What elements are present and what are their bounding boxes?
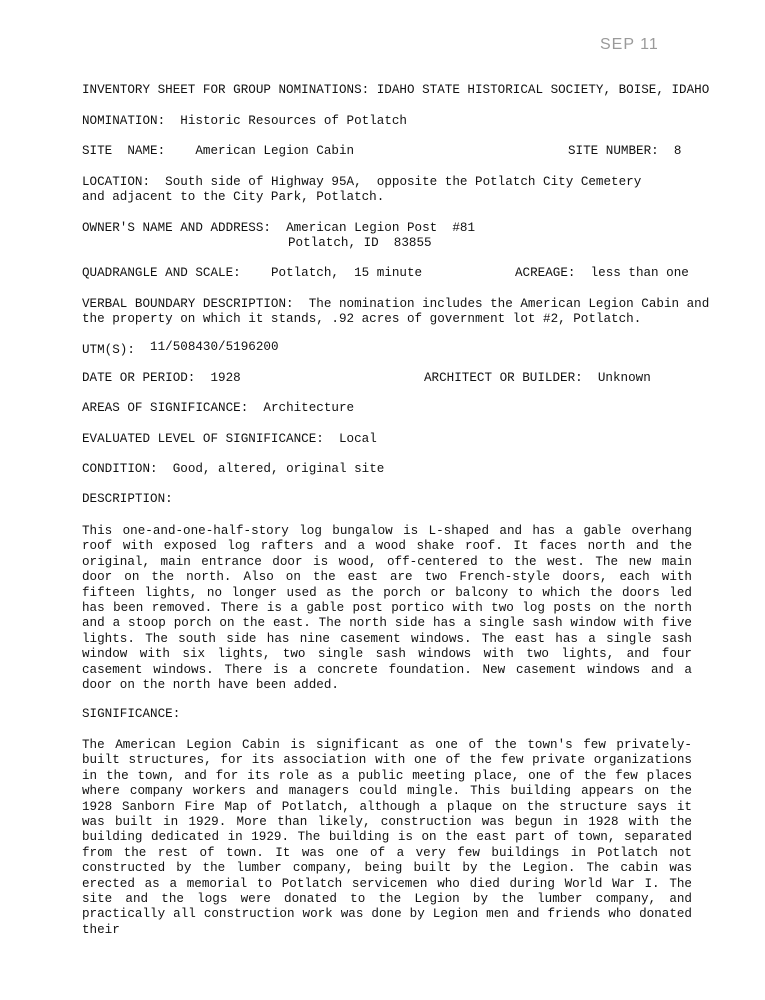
location-field [82, 175, 641, 189]
utm-value: 11/508430/5196200 [150, 340, 279, 354]
architect-label: ARCHITECT OR BUILDER: [424, 371, 583, 385]
quadrangle-value: Potlatch, 15 minute [270, 266, 423, 280]
owner-field [82, 221, 475, 235]
condition-label: CONDITION: [82, 462, 158, 476]
document-header: INVENTORY SHEET FOR GROUP NOMINATIONS: IDAHO STATE HISTORICAL SOCIETY, BOISE, IDAHO [82, 83, 710, 97]
site-name-field [82, 144, 354, 158]
location-value-line2: and adjacent to the City Park, Potlatch. [82, 190, 385, 204]
location-label: LOCATION: [82, 175, 151, 189]
level-field [82, 432, 377, 446]
date-field [82, 371, 241, 385]
utm-label: UTM(S): [82, 343, 135, 357]
level-label: EVALUATED LEVEL OF SIGNIFICANCE: [82, 432, 324, 446]
site-number-value: 8 [673, 144, 682, 158]
site-name-value: American Legion Cabin [195, 144, 355, 158]
architect-field [424, 371, 651, 385]
acreage-value: less than one [590, 266, 689, 280]
acreage-label: ACREAGE: [515, 266, 576, 280]
boundary-label: VERBAL BOUNDARY DESCRIPTION: [82, 297, 294, 311]
areas-label: AREAS OF SIGNIFICANCE: [82, 401, 249, 415]
significance-heading: SIGNIFICANCE: [82, 707, 181, 721]
location-value: South side of Highway 95A, opposite the Potlatch City Cemetery [165, 175, 642, 189]
owner-line1: American Legion Post #81 [286, 221, 475, 235]
date-value: 1928 [210, 371, 241, 385]
site-number-label: SITE NUMBER: [568, 144, 659, 158]
site-number-field [568, 144, 681, 158]
condition-field [82, 462, 384, 476]
nomination-field [82, 114, 407, 128]
description-text: This one-and-one-half-story log bungalow is L-shaped and has a gable overhang roof with exposed log rafters and a wood shake roof. It faces north and the original, main entrance door is wood, off-centered to the west. The new main door on the north. Also on the east are two French-style doors, each with fifteen lights, no longer used as the porch or balcony to which the doors led has been removed. There is a gable post portico with two log posts on the north and a stoop porch on the east. The north side has a single sash window with five lights. The south side has nine casement windows. The east has a single sash window with six lights, two single sash windows with two lights, and four casement windows. There is a concrete foundation. New casement windows and a door on the north have been added. [82, 524, 692, 693]
nomination-value: Historic Resources of Potlatch [180, 114, 407, 128]
description-heading: DESCRIPTION: [82, 492, 173, 506]
areas-field [82, 401, 354, 415]
level-value: Local [338, 432, 377, 446]
utm-field [82, 340, 279, 357]
condition-value: Good, altered, original site [172, 462, 385, 476]
areas-value: Architecture [263, 401, 355, 415]
significance-text: The American Legion Cabin is significant as one of the town's few privately-built structures, for its association with one of the few private organizations in the town, and for its role as a public meeting place, one of the few places where company workers and managers could mingle. This building appears on the 1928 Sanborn Fire Map of Potlatch, although a plaque on the structure says it was built in 1929. More than likely, construction was begun in 1928 with the building dedicated in 1929. The building is on the east part of town, separated from the rest of town. It was one of a very few buildings in Potlatch not constructed by the lumber company, being built by the Legion. The cabin was erected as a memorial to Potlatch servicemen who died during World War I. The site and the logs were donated to the Legion by the lumber company, and practically all construction work was done by Legion men and friends who donated their [82, 738, 692, 937]
boundary-field [82, 297, 709, 311]
quadrangle-label: QUADRANGLE AND SCALE: [82, 266, 241, 280]
architect-value: Unknown [597, 371, 651, 385]
nomination-label: NOMINATION: [82, 114, 166, 128]
received-date-stamp: SEP 11 [600, 36, 659, 53]
quadrangle-field [82, 266, 422, 280]
acreage-field [515, 266, 689, 280]
date-label: DATE OR PERIOD: [82, 371, 196, 385]
owner-line2: Potlatch, ID 83855 [288, 236, 432, 250]
site-name-label: SITE NAME: [82, 144, 166, 158]
owner-label: OWNER'S NAME AND ADDRESS: [82, 221, 271, 235]
boundary-value: The nomination includes the American Legion Cabin and [308, 297, 710, 311]
boundary-value-line2: the property on which it stands, .92 acres of government lot #2, Potlatch. [82, 312, 642, 326]
